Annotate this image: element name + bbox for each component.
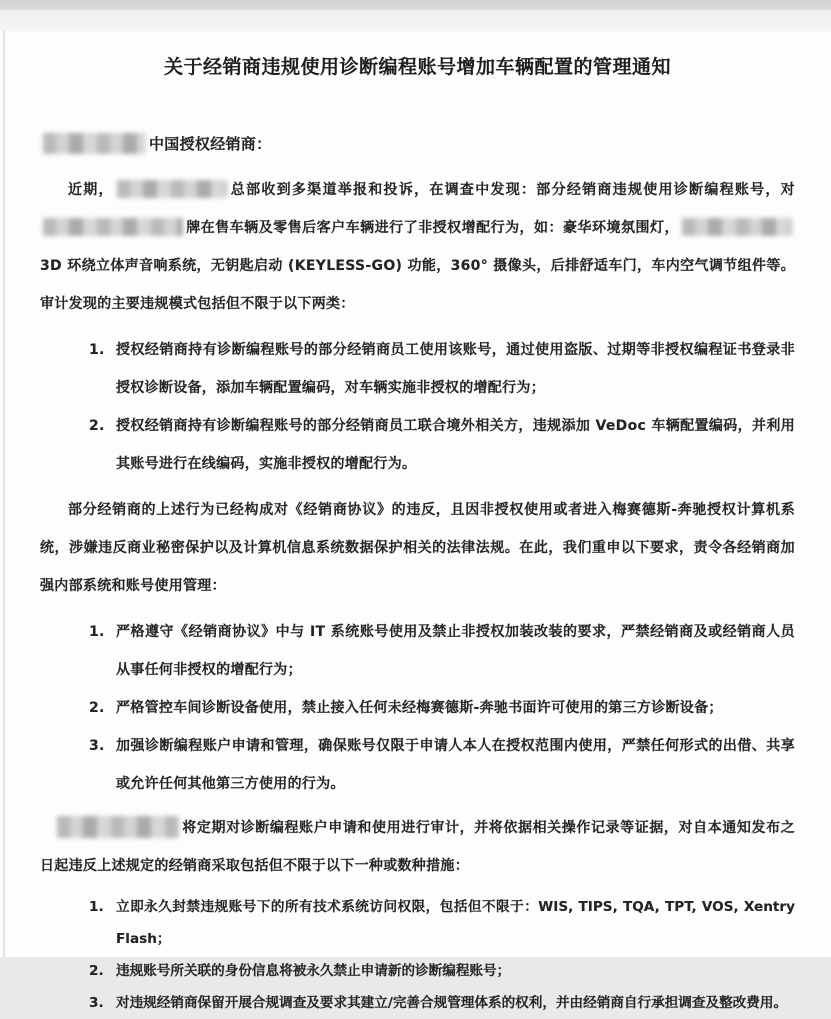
redacted-audio-brand: [682, 218, 792, 236]
redacted-company-name: [117, 180, 227, 198]
measures-list: [40, 891, 795, 1019]
list-item: 加强诊断编程账户申请和管理，确保账号仅限于申请人本人在授权范围内使用，严禁任何形式的出借、共享或允许任何其他第三方使用的行为。: [116, 738, 795, 792]
text-segment: 将定期对诊断编程账户申请和使用进行审计，并将依据相关操作记录等证据，对自本通知发布之日起违反上述规定的经销商采取包括但不限于以下一种或数种措施：: [40, 820, 795, 874]
scan-top-edge: [0, 0, 831, 34]
redacted-recipient-name: [43, 133, 146, 154]
text-segment: 总部收到多渠道举报和投诉，在调查中发现：部分经销商违规使用诊断编程账号，对: [229, 182, 795, 198]
redacted-company-name: [57, 816, 179, 838]
scan-left-edge: [3, 30, 5, 957]
assessment-paragraph: 部分经销商的上述行为已经构成对《经销商协议》的违反，且因非授权使用或者进入梅赛德斯-奔驰授权计算机系统，涉嫌违反商业秘密保护以及计算机信息系统数据保护相关的法律法规。在此，我们重申以下要求，责令各经销商加强内部系统和账号使用管理：: [40, 502, 795, 594]
list-item: 授权经销商持有诊断编程账号的部分经销商员工联合境外相关方，违规添加 VeDoc 车辆配置编码，并利用其账号进行在线编码，实施非授权的增配行为。: [116, 418, 795, 472]
violation-modes-list: [40, 331, 795, 483]
list-item: 违规账号所关联的身份信息将被永久禁止申请新的诊断编程账号；: [116, 963, 511, 979]
salutation-text: 中国授权经销商：: [149, 135, 272, 153]
document-body: [40, 34, 795, 1019]
text-segment: 牌在售车辆及零售后客户车辆进行了非授权增配行为，如：豪华环境氛围灯，: [186, 220, 679, 236]
salutation-line: [40, 125, 795, 163]
intro-paragraph: [40, 171, 795, 323]
text-segment: 近期，: [68, 182, 114, 198]
page-title: 关于经销商违规使用诊断编程账号增加车辆配置的管理通知: [163, 56, 671, 78]
redacted-brand-name: [43, 218, 183, 236]
list-item: 立即永久封禁违规账号下的所有技术系统访问权限，包括但不限于：WIS, TIPS, TQA, TPT, VOS, Xentry Flash；: [116, 899, 795, 947]
list-item: 对违规经销商保留开展合规调查及要求其建立/完善合规管理体系的权利，并由经销商自行承担调查及整改费用。: [116, 995, 788, 1011]
text-segment: 3D 环绕立体声音响系统，无钥匙启动 (KEYLESS-GO) 功能，360° 摄像头，后排舒适车门，车内空气调节组件等。审计发现的主要违规模式包括但不限于以下两类：: [40, 258, 795, 312]
requirements-list: [40, 613, 795, 803]
list-item: 严格管控车间诊断设备使用，禁止接入任何未经梅赛德斯-奔驰书面许可使用的第三方诊断设备；: [116, 700, 723, 716]
list-item: 授权经销商持有诊断编程账号的部分经销商员工使用该账号，通过使用盗版、过期等非授权编程证书登录非授权诊断设备，添加车辆配置编码，对车辆实施非授权的增配行为；: [116, 342, 795, 396]
list-item: 严格遵守《经销商协议》中与 IT 系统账号使用及禁止非授权加装改装的要求，严禁经销商及或经销商人员从事任何非授权的增配行为；: [116, 624, 795, 678]
audit-paragraph: [40, 809, 795, 885]
